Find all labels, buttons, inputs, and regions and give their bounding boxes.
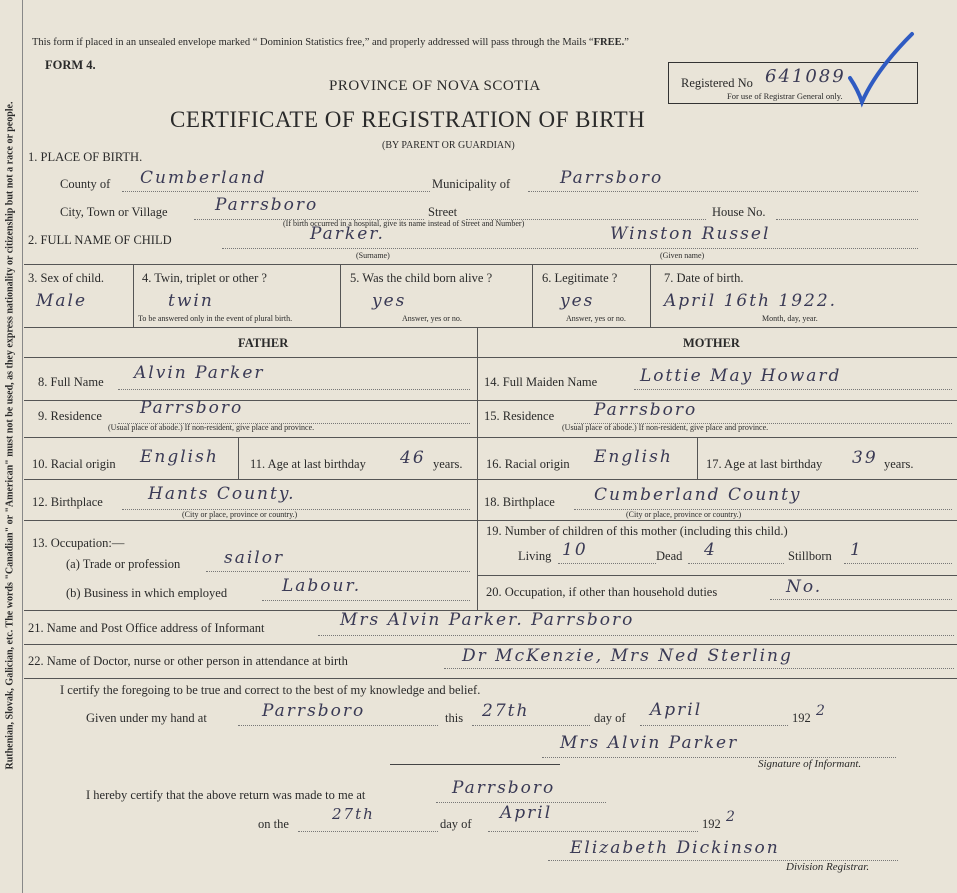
father-birthplace-note: (City or place, province or country.) [182, 510, 298, 519]
twin-label: 4. Twin, triplet or other ? [142, 271, 267, 285]
mother-racial-value: English [594, 447, 673, 467]
dead-label: Dead [656, 549, 683, 563]
dead-value: 4 [704, 540, 717, 560]
stillborn-value: 1 [850, 540, 863, 560]
certificate-title: CERTIFICATE OF REGISTRATION OF BIRTH [170, 107, 646, 132]
street-label: Street [428, 205, 458, 219]
given-year-value: 2 [816, 703, 827, 719]
mother-heading: MOTHER [683, 336, 740, 350]
stillborn-label: Stillborn [788, 549, 832, 563]
doctor-value: Dr McKenzie, Mrs Ned Sterling [462, 646, 793, 666]
father-age-years: years. [433, 457, 463, 471]
doctor-label: 22. Name of Doctor, nurse or other person in attendance at birth [28, 654, 348, 668]
sex-label: 3. Sex of child. [28, 271, 105, 285]
children-count-label: 19. Number of children of this mother (including this child.) [486, 524, 788, 538]
given-under-hand-label: Given under my hand at [86, 711, 207, 725]
registrar-day-of-label: day of [440, 817, 472, 831]
certificate-subtitle: (BY PARENT OR GUARDIAN) [382, 140, 515, 151]
mother-name-label: 14. Full Maiden Name [484, 375, 598, 389]
business-value: Labour. [282, 576, 362, 596]
certify-statement: I certify the foregoing to be true and correct to the best of my knowledge and belief. [60, 683, 481, 697]
twin-value: twin [168, 291, 214, 311]
father-racial-value: English [140, 447, 219, 467]
this-label: this [445, 711, 464, 725]
surname-caption: (Surname) [356, 251, 390, 260]
mother-age-value: 39 [852, 448, 878, 468]
trade-label: (a) Trade or profession [66, 557, 181, 571]
registrar-year-value: 2 [726, 809, 737, 825]
house-number-label: House No. [712, 205, 766, 219]
informant-label: 21. Name and Post Office address of Informant [28, 621, 265, 635]
sex-value: Male [36, 291, 88, 311]
given-month-value: April [650, 700, 703, 720]
mother-birthplace-label: 18. Birthplace [484, 495, 555, 509]
legitimate-note: Answer, yes or no. [566, 314, 626, 323]
father-residence-label: 9. Residence [38, 409, 102, 423]
living-label: Living [518, 549, 552, 563]
father-birthplace-label: 12. Birthplace [32, 495, 103, 509]
registrar-use-note: For use of Registrar General only. [727, 91, 843, 101]
born-alive-value: yes [372, 291, 407, 311]
mother-occupation-label: 20. Occupation, if other than household duties [486, 585, 718, 599]
check-mark-icon [848, 30, 918, 110]
living-value: 10 [562, 540, 588, 560]
registered-number: 641089 [765, 66, 846, 87]
registrar-year-prefix: 192 [702, 817, 721, 831]
place-of-birth-heading: 1. PLACE OF BIRTH. [28, 150, 143, 164]
margin-divider [22, 0, 23, 893]
mother-birthplace-value: Cumberland County [594, 485, 802, 505]
city-value: Parrsboro [215, 195, 319, 215]
margin-note: Ruthenian, Slovak, Galician, etc. The words "Canadian" or "American" must not be used, as they express nationality or citizenship but not a race or people. [4, 101, 16, 770]
mother-residence-value: Parrsboro [594, 400, 698, 420]
form-number: FORM 4. [45, 58, 96, 72]
twin-note: To be answered only in the event of plural birth. [138, 314, 293, 323]
registrar-signature: Elizabeth Dickinson [570, 838, 780, 858]
mother-racial-label: 16. Racial origin [486, 457, 570, 471]
registrar-day-value: 27th [332, 805, 375, 823]
municipality-value: Parrsboro [560, 168, 664, 188]
child-name-label: 2. FULL NAME OF CHILD [28, 233, 172, 247]
hospital-note: (If birth occurred in a hospital, give its name instead of Street and Number) [283, 219, 525, 228]
father-heading: FATHER [238, 336, 289, 350]
born-alive-note: Answer, yes or no. [402, 314, 462, 323]
municipality-label: Municipality of [432, 177, 511, 191]
mother-residence-note: (Usual place of abode.) If non-resident, give place and province. [562, 423, 769, 432]
mother-residence-label: 15. Residence [484, 409, 555, 423]
father-residence-value: Parrsboro [140, 398, 244, 418]
mother-age-years: years. [884, 457, 914, 471]
given-name-caption: (Given name) [660, 251, 705, 260]
father-birthplace-value: Hants County. [148, 484, 296, 504]
legitimate-label: 6. Legitimate ? [542, 271, 618, 285]
given-day-of-label: day of [594, 711, 626, 725]
father-residence-note: (Usual place of abode.) If non-resident, give place and province. [108, 423, 315, 432]
registrar-on-the-label: on the [258, 817, 289, 831]
county-label: County of [60, 177, 111, 191]
mother-birthplace-note: (City or place, province or country.) [626, 510, 742, 519]
father-name-label: 8. Full Name [38, 375, 104, 389]
registrar-month-value: April [500, 803, 553, 823]
father-age-label: 11. Age at last birthday [250, 457, 366, 471]
date-of-birth-label: 7. Date of birth. [664, 271, 744, 285]
father-age-value: 46 [400, 448, 426, 468]
mother-name-value: Lottie May Howard [640, 366, 842, 386]
business-label: (b) Business in which employed [66, 586, 228, 600]
trade-value: sailor [224, 548, 285, 568]
registered-label: Registered No [681, 76, 753, 90]
father-occupation-label: 13. Occupation:— [32, 536, 125, 550]
given-year-prefix: 192 [792, 711, 811, 725]
informant-signature-caption: Signature of Informant. [758, 758, 862, 770]
informant-value: Mrs Alvin Parker. Parrsboro [340, 610, 635, 630]
father-name-value: Alvin Parker [134, 363, 265, 383]
born-alive-label: 5. Was the child born alive ? [350, 271, 493, 285]
mother-age-label: 17. Age at last birthday [706, 457, 823, 471]
postal-note: This form if placed in an unsealed envelope marked “ Dominion Statistics free,” and properly addressed will pass through the Mails “FREE.” [32, 37, 629, 48]
county-value: Cumberland [140, 168, 267, 188]
given-place-value: Parrsboro [262, 701, 366, 721]
given-day-value: 27th [482, 701, 530, 721]
child-surname: Parker. [310, 224, 385, 244]
date-of-birth-value: April 16th 1922. [664, 291, 838, 311]
informant-signature: Mrs Alvin Parker [560, 733, 739, 753]
mother-occupation-value: No. [786, 577, 823, 597]
child-given-name: Winston Russel [610, 224, 771, 244]
province-heading: PROVINCE OF NOVA SCOTIA [329, 78, 541, 94]
legitimate-value: yes [560, 291, 595, 311]
registrar-statement: I hereby certify that the above return was made to me at [86, 788, 366, 802]
father-racial-label: 10. Racial origin [32, 457, 116, 471]
date-of-birth-note: Month, day, year. [762, 314, 818, 323]
registrar-place-value: Parrsboro [452, 778, 556, 798]
registrar-caption: Division Registrar. [786, 861, 870, 873]
city-label: City, Town or Village [60, 205, 168, 219]
